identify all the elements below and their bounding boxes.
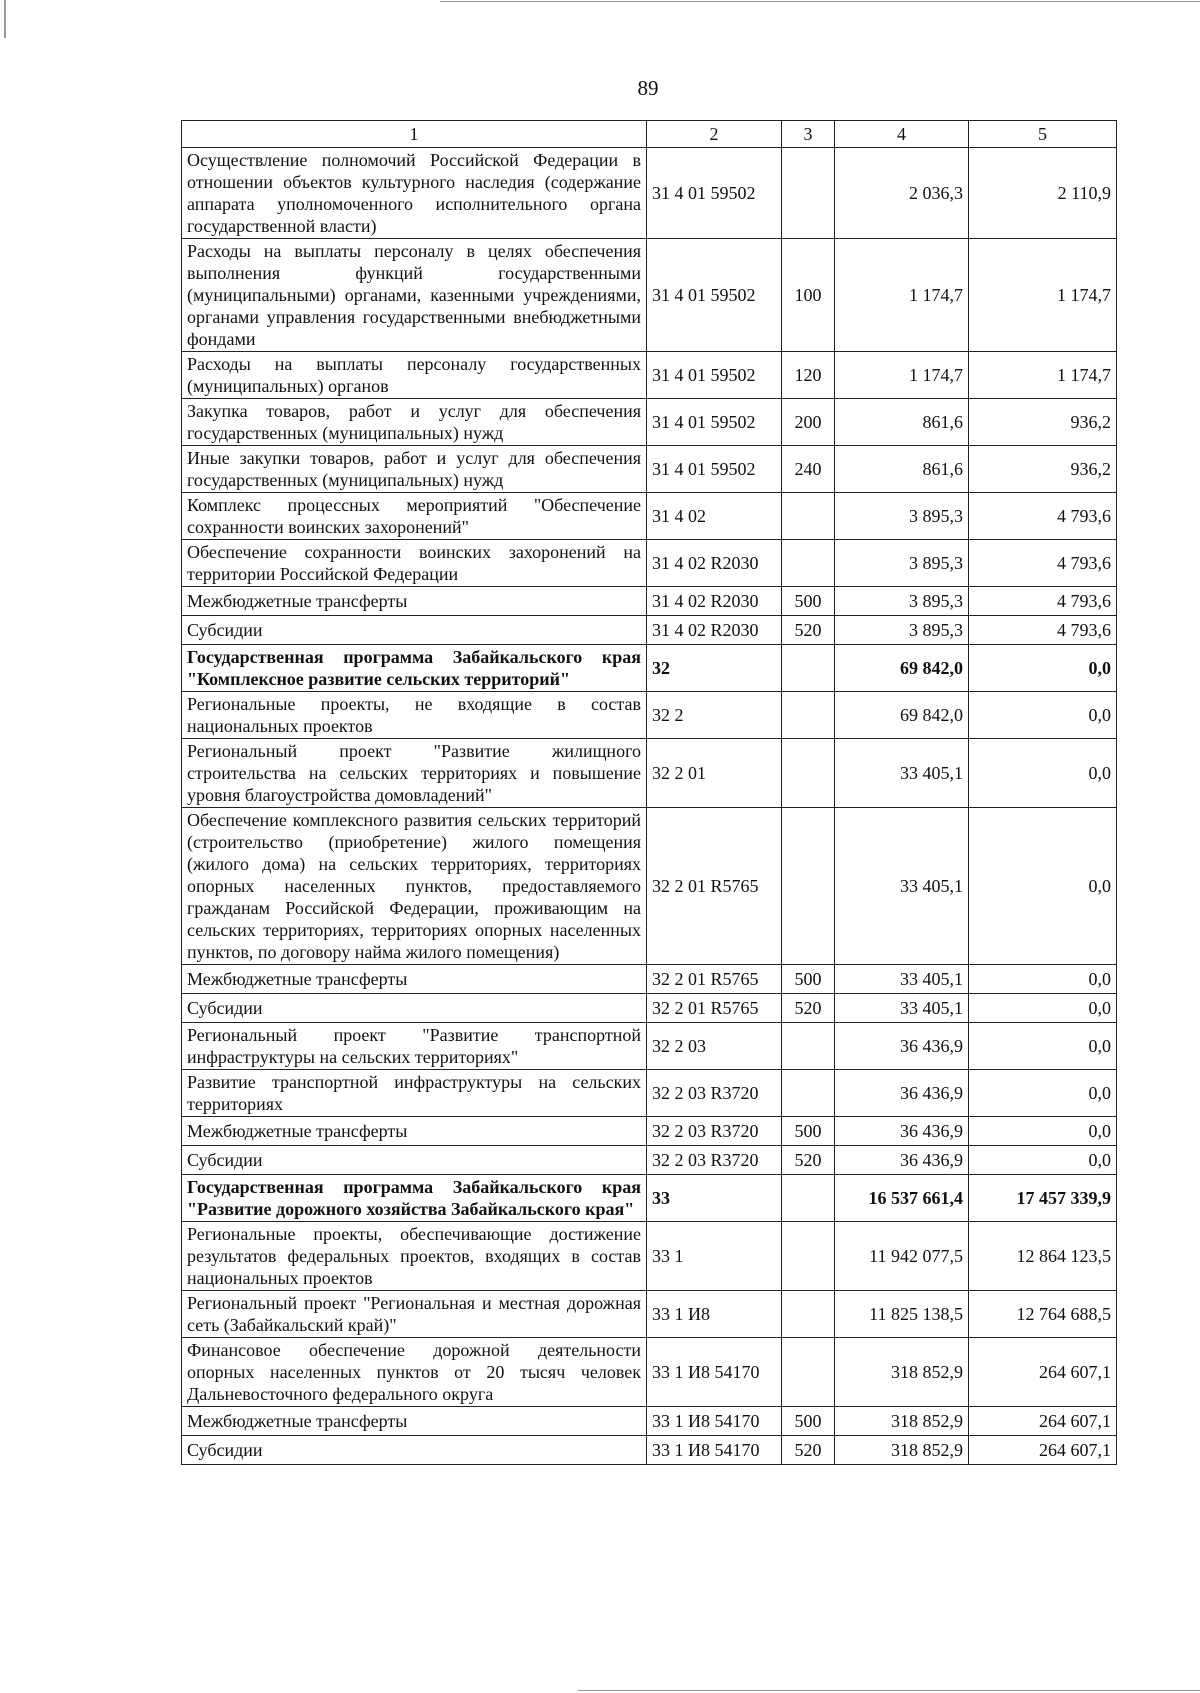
row-name: Субсидии: [182, 1436, 647, 1465]
row-expense-type: 500: [782, 1117, 835, 1146]
row-amount-col-5: 0,0: [969, 1070, 1117, 1117]
row-name: Субсидии: [182, 616, 647, 645]
row-amount-col-4: 36 436,9: [835, 1146, 969, 1175]
row-name: Межбюджетные трансферты: [182, 587, 647, 616]
row-name: Региональные проекты, обеспечивающие достижение результатов федеральных проектов, входящих в состав национальных проектов: [182, 1222, 647, 1291]
table-row: [182, 1407, 1117, 1436]
row-name: Региональные проекты, не входящие в состав национальных проектов: [182, 692, 647, 739]
table-row: [182, 239, 1117, 352]
row-expense-type: [782, 692, 835, 739]
row-name: Обеспечение комплексного развития сельских территорий (строительство (приобретение) жилого помещения (жилого дома) на сельских территориях, территориях опорных населенных пунктов, предоставляемого гражданам Российской Федерации, проживающим на сельских территориях, территориях опорных населенных пунктов, по договору найма жилого помещения): [182, 808, 647, 965]
row-amount-col-4: 861,6: [835, 399, 969, 446]
row-amount-col-5: 1 174,7: [969, 239, 1117, 352]
row-expense-type: 240: [782, 446, 835, 493]
row-name: Комплекс процессных мероприятий "Обеспечение сохранности воинских захоронений": [182, 493, 647, 540]
row-amount-col-4: 1 174,7: [835, 352, 969, 399]
row-code: 31 4 02 R2030: [647, 587, 782, 616]
row-amount-col-5: 936,2: [969, 446, 1117, 493]
row-name: Иные закупки товаров, работ и услуг для обеспечения государственных (муниципальных) нужд: [182, 446, 647, 493]
row-code: 32 2 03 R3720: [647, 1146, 782, 1175]
row-code: 31 4 02: [647, 493, 782, 540]
row-expense-type: 500: [782, 1407, 835, 1436]
row-amount-col-5: 0,0: [969, 1023, 1117, 1070]
row-amount-col-5: 264 607,1: [969, 1407, 1117, 1436]
row-name: Государственная программа Забайкальского края "Развитие дорожного хозяйства Забайкальского края": [182, 1175, 647, 1222]
row-code: 33 1: [647, 1222, 782, 1291]
header-col-4: 4: [835, 121, 969, 148]
row-amount-col-4: 69 842,0: [835, 645, 969, 692]
row-expense-type: [782, 148, 835, 239]
table-row: [182, 493, 1117, 540]
table-row: [182, 1070, 1117, 1117]
row-amount-col-5: 4 793,6: [969, 616, 1117, 645]
row-amount-col-5: 0,0: [969, 645, 1117, 692]
table-header-row: [182, 121, 1117, 148]
row-amount-col-4: 69 842,0: [835, 692, 969, 739]
row-expense-type: [782, 1291, 835, 1338]
table-row: [182, 587, 1117, 616]
row-amount-col-4: 16 537 661,4: [835, 1175, 969, 1222]
table-row: [182, 994, 1117, 1023]
row-code: 31 4 01 59502: [647, 239, 782, 352]
row-amount-col-4: 11 825 138,5: [835, 1291, 969, 1338]
row-code: 32 2 01 R5765: [647, 994, 782, 1023]
row-amount-col-4: 3 895,3: [835, 493, 969, 540]
table-row: [182, 1175, 1117, 1222]
table-row: [182, 399, 1117, 446]
row-code: 31 4 02 R2030: [647, 616, 782, 645]
table-row: [182, 1146, 1117, 1175]
table-row: [182, 739, 1117, 808]
row-amount-col-4: 3 895,3: [835, 540, 969, 587]
table-row: [182, 540, 1117, 587]
row-expense-type: 120: [782, 352, 835, 399]
row-amount-col-4: 36 436,9: [835, 1070, 969, 1117]
row-name: Обеспечение сохранности воинских захоронений на территории Российской Федерации: [182, 540, 647, 587]
row-expense-type: 520: [782, 994, 835, 1023]
row-amount-col-4: 318 852,9: [835, 1407, 969, 1436]
row-name: Расходы на выплаты персоналу государственных (муниципальных) органов: [182, 352, 647, 399]
row-name: Межбюджетные трансферты: [182, 965, 647, 994]
row-amount-col-4: 3 895,3: [835, 587, 969, 616]
row-name: Региональный проект "Развитие жилищного строительства на сельских территориях и повышение уровня благоустройства домовладений": [182, 739, 647, 808]
row-code: 32 2: [647, 692, 782, 739]
row-code: 32 2 03 R3720: [647, 1070, 782, 1117]
table-row: [182, 1222, 1117, 1291]
row-name: Финансовое обеспечение дорожной деятельности опорных населенных пунктов от 20 тысяч человек Дальневосточного федерального округа: [182, 1338, 647, 1407]
row-name: Развитие транспортной инфраструктуры на сельских территориях: [182, 1070, 647, 1117]
table-row: [182, 965, 1117, 994]
row-code: 33 1 И8: [647, 1291, 782, 1338]
row-amount-col-4: 318 852,9: [835, 1436, 969, 1465]
header-col-3: 3: [782, 121, 835, 148]
table-row: [182, 1117, 1117, 1146]
row-expense-type: [782, 1222, 835, 1291]
row-expense-type: 520: [782, 616, 835, 645]
row-name: Межбюджетные трансферты: [182, 1407, 647, 1436]
row-amount-col-4: 861,6: [835, 446, 969, 493]
row-code: 32 2 03: [647, 1023, 782, 1070]
table-row: [182, 808, 1117, 965]
table-body: [182, 148, 1117, 1465]
row-expense-type: 100: [782, 239, 835, 352]
row-amount-col-5: 12 864 123,5: [969, 1222, 1117, 1291]
table-row: [182, 645, 1117, 692]
row-code: 33 1 И8 54170: [647, 1338, 782, 1407]
row-amount-col-5: 2 110,9: [969, 148, 1117, 239]
row-expense-type: [782, 493, 835, 540]
row-expense-type: 200: [782, 399, 835, 446]
row-name: Субсидии: [182, 1146, 647, 1175]
row-code: 32: [647, 645, 782, 692]
table-row: [182, 1023, 1117, 1070]
row-expense-type: [782, 1338, 835, 1407]
row-amount-col-5: 0,0: [969, 1146, 1117, 1175]
row-amount-col-5: 0,0: [969, 739, 1117, 808]
row-amount-col-5: 4 793,6: [969, 540, 1117, 587]
row-code: 31 4 01 59502: [647, 399, 782, 446]
table-row: [182, 1436, 1117, 1465]
row-amount-col-5: 0,0: [969, 692, 1117, 739]
header-col-1: 1: [182, 121, 647, 148]
row-code: 31 4 02 R2030: [647, 540, 782, 587]
row-name: Осуществление полномочий Российской Федерации в отношении объектов культурного наследия (содержание аппарата уполномоченного исполнительного органа государственной власти): [182, 148, 647, 239]
row-expense-type: [782, 808, 835, 965]
row-expense-type: 500: [782, 965, 835, 994]
table-row: [182, 692, 1117, 739]
row-code: 33 1 И8 54170: [647, 1407, 782, 1436]
page-number: 89: [637, 76, 659, 100]
table-row: [182, 446, 1117, 493]
row-expense-type: [782, 1070, 835, 1117]
row-name: Субсидии: [182, 994, 647, 1023]
row-amount-col-4: 33 405,1: [835, 739, 969, 808]
row-amount-col-4: 33 405,1: [835, 808, 969, 965]
row-code: 33 1 И8 54170: [647, 1436, 782, 1465]
row-amount-col-4: 36 436,9: [835, 1117, 969, 1146]
row-expense-type: 520: [782, 1436, 835, 1465]
scan-artifact-left-mark: [4, 0, 6, 38]
row-expense-type: 520: [782, 1146, 835, 1175]
row-amount-col-4: 33 405,1: [835, 965, 969, 994]
row-name: Закупка товаров, работ и услуг для обеспечения государственных (муниципальных) нужд: [182, 399, 647, 446]
row-code: 33: [647, 1175, 782, 1222]
table-row: [182, 1291, 1117, 1338]
table-row: [182, 616, 1117, 645]
row-amount-col-4: 36 436,9: [835, 1023, 969, 1070]
row-code: 31 4 01 59502: [647, 148, 782, 239]
row-expense-type: [782, 739, 835, 808]
row-code: 32 2 01 R5765: [647, 808, 782, 965]
row-expense-type: [782, 540, 835, 587]
row-amount-col-5: 0,0: [969, 808, 1117, 965]
row-expense-type: [782, 1175, 835, 1222]
row-amount-col-5: 936,2: [969, 399, 1117, 446]
row-name: Государственная программа Забайкальского края "Комплексное развитие сельских территорий": [182, 645, 647, 692]
row-name: Региональный проект "Развитие транспортной инфраструктуры на сельских территориях": [182, 1023, 647, 1070]
budget-table: [181, 120, 1117, 1465]
row-code: 32 2 01 R5765: [647, 965, 782, 994]
row-amount-col-5: 17 457 339,9: [969, 1175, 1117, 1222]
row-amount-col-5: 0,0: [969, 965, 1117, 994]
row-code: 31 4 01 59502: [647, 446, 782, 493]
row-code: 31 4 01 59502: [647, 352, 782, 399]
row-code: 32 2 01: [647, 739, 782, 808]
row-amount-col-4: 33 405,1: [835, 994, 969, 1023]
row-name: Региональный проект "Региональная и местная дорожная сеть (Забайкальский край)": [182, 1291, 647, 1338]
row-amount-col-4: 318 852,9: [835, 1338, 969, 1407]
row-amount-col-5: 0,0: [969, 994, 1117, 1023]
row-amount-col-5: 0,0: [969, 1117, 1117, 1146]
row-expense-type: [782, 645, 835, 692]
row-amount-col-5: 12 764 688,5: [969, 1291, 1117, 1338]
header-col-2: 2: [647, 121, 782, 148]
table-row: [182, 1338, 1117, 1407]
row-amount-col-5: 4 793,6: [969, 587, 1117, 616]
row-amount-col-5: 4 793,6: [969, 493, 1117, 540]
row-amount-col-4: 3 895,3: [835, 616, 969, 645]
table-row: [182, 148, 1117, 239]
row-expense-type: [782, 1023, 835, 1070]
row-name: Расходы на выплаты персоналу в целях обеспечения выполнения функций государственными (муниципальными) органами, казенными учреждениями, органами управления государственными внебюджетными фондами: [182, 239, 647, 352]
row-amount-col-5: 1 174,7: [969, 352, 1117, 399]
row-amount-col-4: 2 036,3: [835, 148, 969, 239]
row-name: Межбюджетные трансферты: [182, 1117, 647, 1146]
row-code: 32 2 03 R3720: [647, 1117, 782, 1146]
table-row: [182, 352, 1117, 399]
row-amount-col-4: 11 942 077,5: [835, 1222, 969, 1291]
row-expense-type: 500: [782, 587, 835, 616]
row-amount-col-5: 264 607,1: [969, 1338, 1117, 1407]
scan-artifact-top-line: [440, 1, 1200, 2]
row-amount-col-5: 264 607,1: [969, 1436, 1117, 1465]
row-amount-col-4: 1 174,7: [835, 239, 969, 352]
scan-artifact-bottom-line: [578, 1690, 1200, 1691]
header-col-5: 5: [969, 121, 1117, 148]
